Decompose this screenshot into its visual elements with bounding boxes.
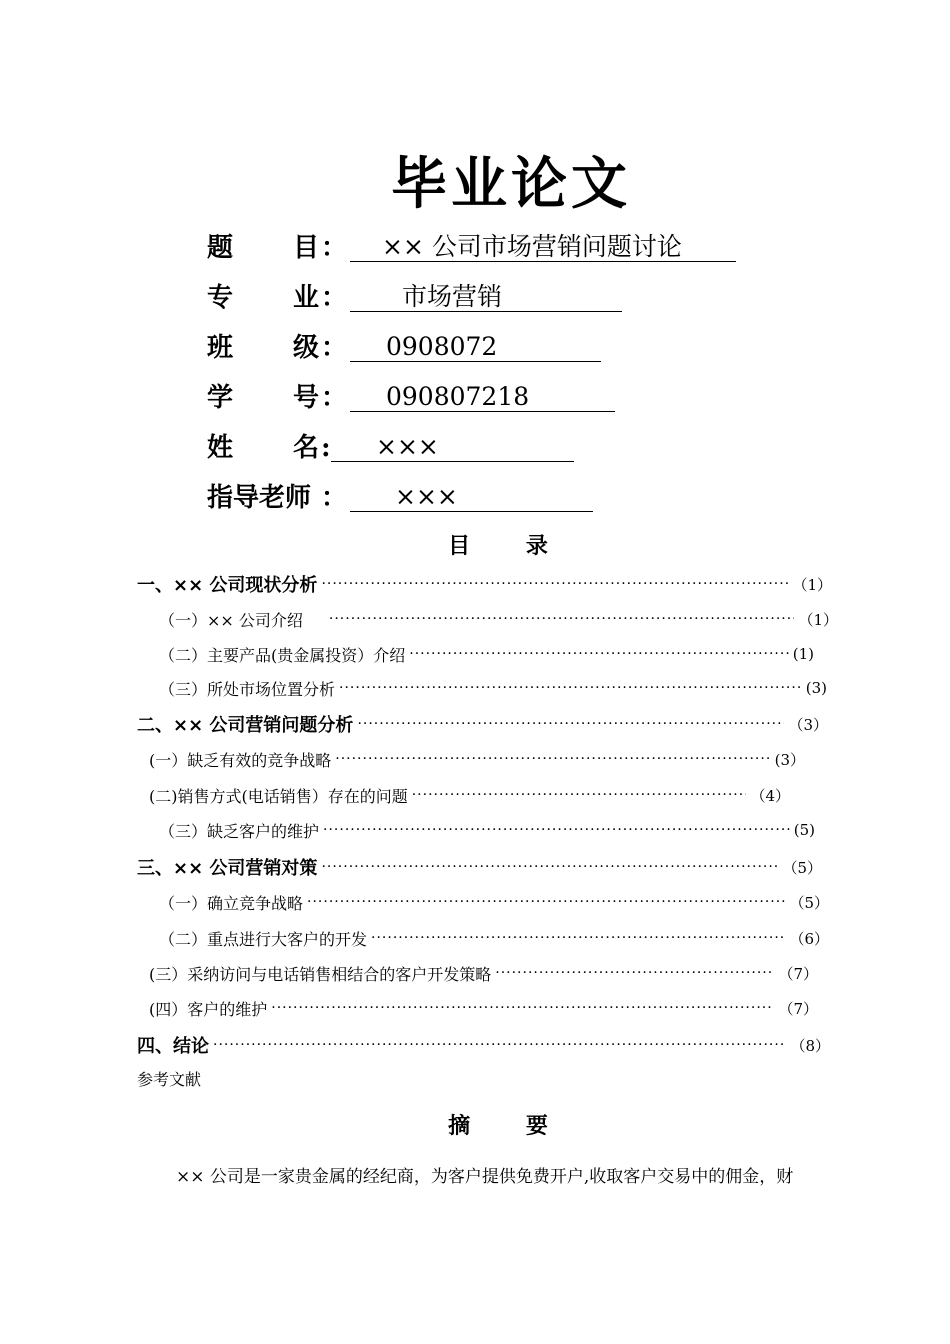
- field-label-a: 学: [207, 383, 234, 413]
- toc-item-page: （5）: [789, 893, 829, 912]
- toc-item-page: （8）: [790, 1036, 830, 1055]
- field-label-a: 班: [207, 333, 234, 363]
- toc-item[interactable]: [159, 643, 814, 665]
- toc-item-page: （1）: [792, 575, 832, 594]
- field-label-b: 级: [293, 333, 320, 363]
- toc-heading: 目 录: [448, 533, 572, 559]
- toc-item-text: （一）×× 公司介绍: [159, 610, 303, 630]
- toc-item-text: (二)销售方式(电话销售）存在的问题: [149, 786, 408, 806]
- field-label-a: 题: [207, 233, 234, 263]
- toc-item-text: （二）主要产品(贵金属投资）介绍: [159, 645, 406, 665]
- toc-item-page: （6）: [789, 929, 829, 948]
- toc-item-page: (5): [793, 821, 815, 839]
- field-label-a: 姓: [207, 433, 234, 463]
- toc-item-text: 一、×× 公司现状分析: [137, 575, 318, 596]
- references-label: 参考文献: [137, 1070, 202, 1089]
- toc-leader: [357, 716, 784, 732]
- toc-item-text: （一）确立竞争战略: [159, 893, 304, 913]
- toc-item-text: （二）重点进行大客户的开发: [159, 929, 368, 949]
- toc-item[interactable]: [159, 677, 827, 699]
- toc-item-page: （3）: [788, 715, 828, 734]
- toc-item-text: 三、×× 公司营销对策: [137, 858, 318, 879]
- toc-item[interactable]: [149, 962, 818, 984]
- toc-item-page: (3): [805, 679, 827, 697]
- field-label-b: 业: [293, 283, 320, 313]
- thesis-title: 毕业论文: [391, 151, 631, 217]
- toc-leader: [271, 1000, 774, 1016]
- field-value-student-id: 090807218: [350, 384, 615, 412]
- field-colon: ：: [321, 483, 348, 513]
- toc-leader: [339, 680, 802, 696]
- field-value-major: 市场营销: [350, 284, 622, 312]
- field-value-topic: ×× 公司市场营销问题讨论: [350, 234, 736, 262]
- abstract-paragraph: ×× 公司是一家贵金属的经纪商，为客户提供免费开户,收取客户交易中的佣金，财: [176, 1167, 794, 1187]
- toc-item-page: （7）: [778, 964, 818, 983]
- toc-item[interactable]: [137, 1034, 830, 1056]
- toc-item[interactable]: [159, 819, 815, 841]
- toc-item-text: （三）缺乏客户的维护: [159, 821, 320, 841]
- toc-item-text: （三）所处市场位置分析: [159, 679, 336, 699]
- field-colon: ：: [321, 233, 348, 263]
- toc-item-page: （7）: [778, 999, 818, 1018]
- toc-item-text: (三）采纳访问与电话销售相结合的客户开发策略: [149, 964, 492, 984]
- toc-leader: [307, 894, 785, 910]
- toc-item-page: （1）: [798, 610, 838, 629]
- toc-item[interactable]: [137, 573, 832, 595]
- toc-item[interactable]: [149, 997, 818, 1019]
- toc-item-page: (3）: [774, 750, 805, 769]
- toc-item[interactable]: [159, 891, 829, 913]
- toc-leader: [329, 611, 795, 627]
- field-label-a: 指导老师: [207, 483, 312, 513]
- toc-leader: [321, 576, 788, 592]
- toc-item-page: （4）: [750, 786, 790, 805]
- toc-item[interactable]: [137, 713, 828, 735]
- field-label-b: 号: [293, 383, 320, 413]
- toc-item[interactable]: [149, 748, 805, 770]
- toc-item[interactable]: [159, 608, 838, 630]
- field-colon: ：: [321, 333, 348, 363]
- field-colon: :: [321, 433, 331, 463]
- toc-leader: [213, 1037, 786, 1053]
- toc-leader: [335, 751, 770, 767]
- toc-item-text: 四、结论: [137, 1036, 209, 1057]
- toc-item-text: (四）客户的维护: [149, 999, 268, 1019]
- toc-leader: [321, 859, 778, 875]
- abstract-heading: 摘 要: [448, 1113, 572, 1139]
- field-colon: ：: [321, 283, 348, 313]
- toc-item[interactable]: [149, 784, 790, 806]
- toc-leader: [323, 822, 790, 838]
- field-label-b: 名: [293, 433, 320, 463]
- toc-item-page: (1): [792, 645, 814, 663]
- field-value-class: 0908072: [350, 334, 601, 362]
- toc-item[interactable]: [137, 856, 822, 878]
- field-colon: ：: [321, 383, 348, 413]
- toc-item-page: （5）: [782, 858, 822, 877]
- toc-leader: [409, 646, 789, 662]
- toc-item[interactable]: [159, 927, 829, 949]
- toc-item-text: (一）缺乏有效的竞争战略: [149, 750, 332, 770]
- field-value-advisor: ×××: [350, 484, 593, 512]
- toc-item-text: 二、×× 公司营销问题分析: [137, 715, 354, 736]
- toc-leader: [412, 787, 747, 803]
- field-label-b: 目: [293, 233, 320, 263]
- field-value-name: ×××: [331, 434, 574, 462]
- toc-leader: [495, 965, 774, 981]
- field-label-a: 专: [207, 283, 234, 313]
- toc-leader: [371, 930, 785, 946]
